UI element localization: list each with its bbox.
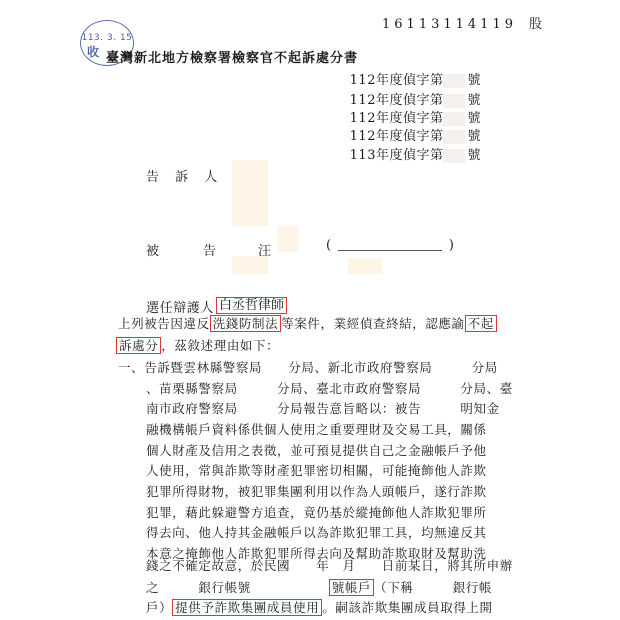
body-line-5: 南市政府警察局 分局報告意旨略以：被告 明知金 (146, 401, 500, 416)
body-text: 戶） (146, 600, 173, 615)
highlight-box: 號帳戶 (329, 579, 374, 596)
defense-name (216, 294, 287, 313)
body-text: 之 銀行帳號 (146, 580, 251, 595)
body-text: 上列被告因違反 (118, 316, 210, 331)
reference-suffix: 號 (467, 73, 481, 88)
complainant-label: 告 訴 人 (146, 170, 224, 185)
body-line-15 (146, 598, 493, 618)
case-number-value: 16113114119 (382, 17, 517, 32)
reference-suffix: 號 (467, 93, 481, 108)
highlight-box: 洗錢防制法 (210, 315, 282, 332)
stamp-char: 收 (87, 45, 100, 59)
reference-prefix: 112年度偵字第 (349, 111, 444, 126)
redaction-block (232, 192, 268, 226)
reference-line (350, 107, 481, 126)
reference-line (350, 69, 481, 88)
highlight-box: 不起 (465, 315, 497, 332)
defendant-id-field (326, 238, 454, 254)
body-line-13: 錢之不確定故意，於民國 年 月 日前某日，將其所申辦 (146, 558, 513, 573)
body-line-1 (118, 313, 497, 335)
reference-prefix: 112年度偵字第 (349, 93, 444, 108)
highlight-box: 訴處分 (116, 337, 161, 354)
reference-line (350, 144, 481, 163)
document-title: 臺灣新北地方檢察署檢察官不起訴處分書 (106, 51, 359, 66)
body-line-9: 犯罪所得財物，被犯罪集團利用以作為人頭帳戶，遂行詐欺 (146, 484, 487, 499)
body-line-14 (146, 577, 492, 599)
redaction-block (232, 160, 268, 192)
reference-suffix: 號 (467, 111, 481, 126)
paren-open: ( (326, 238, 332, 253)
highlight-box: 白丞哲律師 (216, 297, 287, 314)
reference-prefix: 113年度偵字第 (349, 148, 444, 163)
body-text: 。嗣該詐欺集團成員取得上開 (322, 600, 493, 615)
body-line-2 (116, 335, 279, 357)
defense-label: 選任辯護人 (146, 301, 215, 316)
body-text: （下稱 銀行帳 (374, 580, 493, 595)
reference-line (350, 125, 481, 144)
case-number (382, 13, 542, 32)
highlight-box: 提供予詐欺集團成員使用 (172, 599, 322, 616)
case-number-suffix: 股 (528, 17, 542, 32)
body-line-3: 一、告訴暨雲林縣警察局 分局、新北市政府警察局 分局 (118, 360, 498, 375)
body-line-7: 個人財產及信用之表徵，並可預見提供自己之金融帳戶予他 (146, 443, 487, 458)
defendant-name-partial: 汪 (258, 244, 272, 259)
redaction-block (278, 226, 298, 252)
body-line-12: 本意之掩飾他人詐欺犯罪所得去向及幫助詐欺取財及幫助洗 (146, 546, 487, 561)
body-text: 等案件，業經偵查終結，認應諭 (281, 316, 465, 331)
reference-prefix: 112年度偵字第 (349, 129, 444, 144)
body-line-10: 犯罪，藉此躲避警方追查，竟仍基於縱掩飾他人詐欺犯罪所 (146, 505, 487, 520)
paren-close: ) (448, 238, 454, 253)
body-line-6: 融機構帳戶資料係供個人使用之重要理財及交易工具，關係 (146, 422, 487, 437)
defendant-label: 被 告 (146, 244, 223, 259)
reference-suffix: 號 (467, 148, 481, 163)
body-text: ，茲敘述理由如下： (161, 338, 280, 353)
redaction-block (348, 258, 382, 274)
reference-line (350, 89, 481, 108)
reference-suffix: 號 (467, 129, 481, 144)
body-line-4: 、苗栗縣警察局 分局、臺北市政府警察局 分局、臺 (146, 381, 513, 396)
body-line-11: 得去向、他人持其金融帳戶以為詐欺犯罪工具，均無違反其 (146, 525, 487, 540)
stamp-date: 113. 3. 15 (81, 33, 133, 43)
body-line-8: 人使用，常與詐欺等財產犯罪密切相關，可能掩飾他人詐欺 (146, 463, 487, 478)
reference-prefix: 112年度偵字第 (349, 73, 444, 88)
